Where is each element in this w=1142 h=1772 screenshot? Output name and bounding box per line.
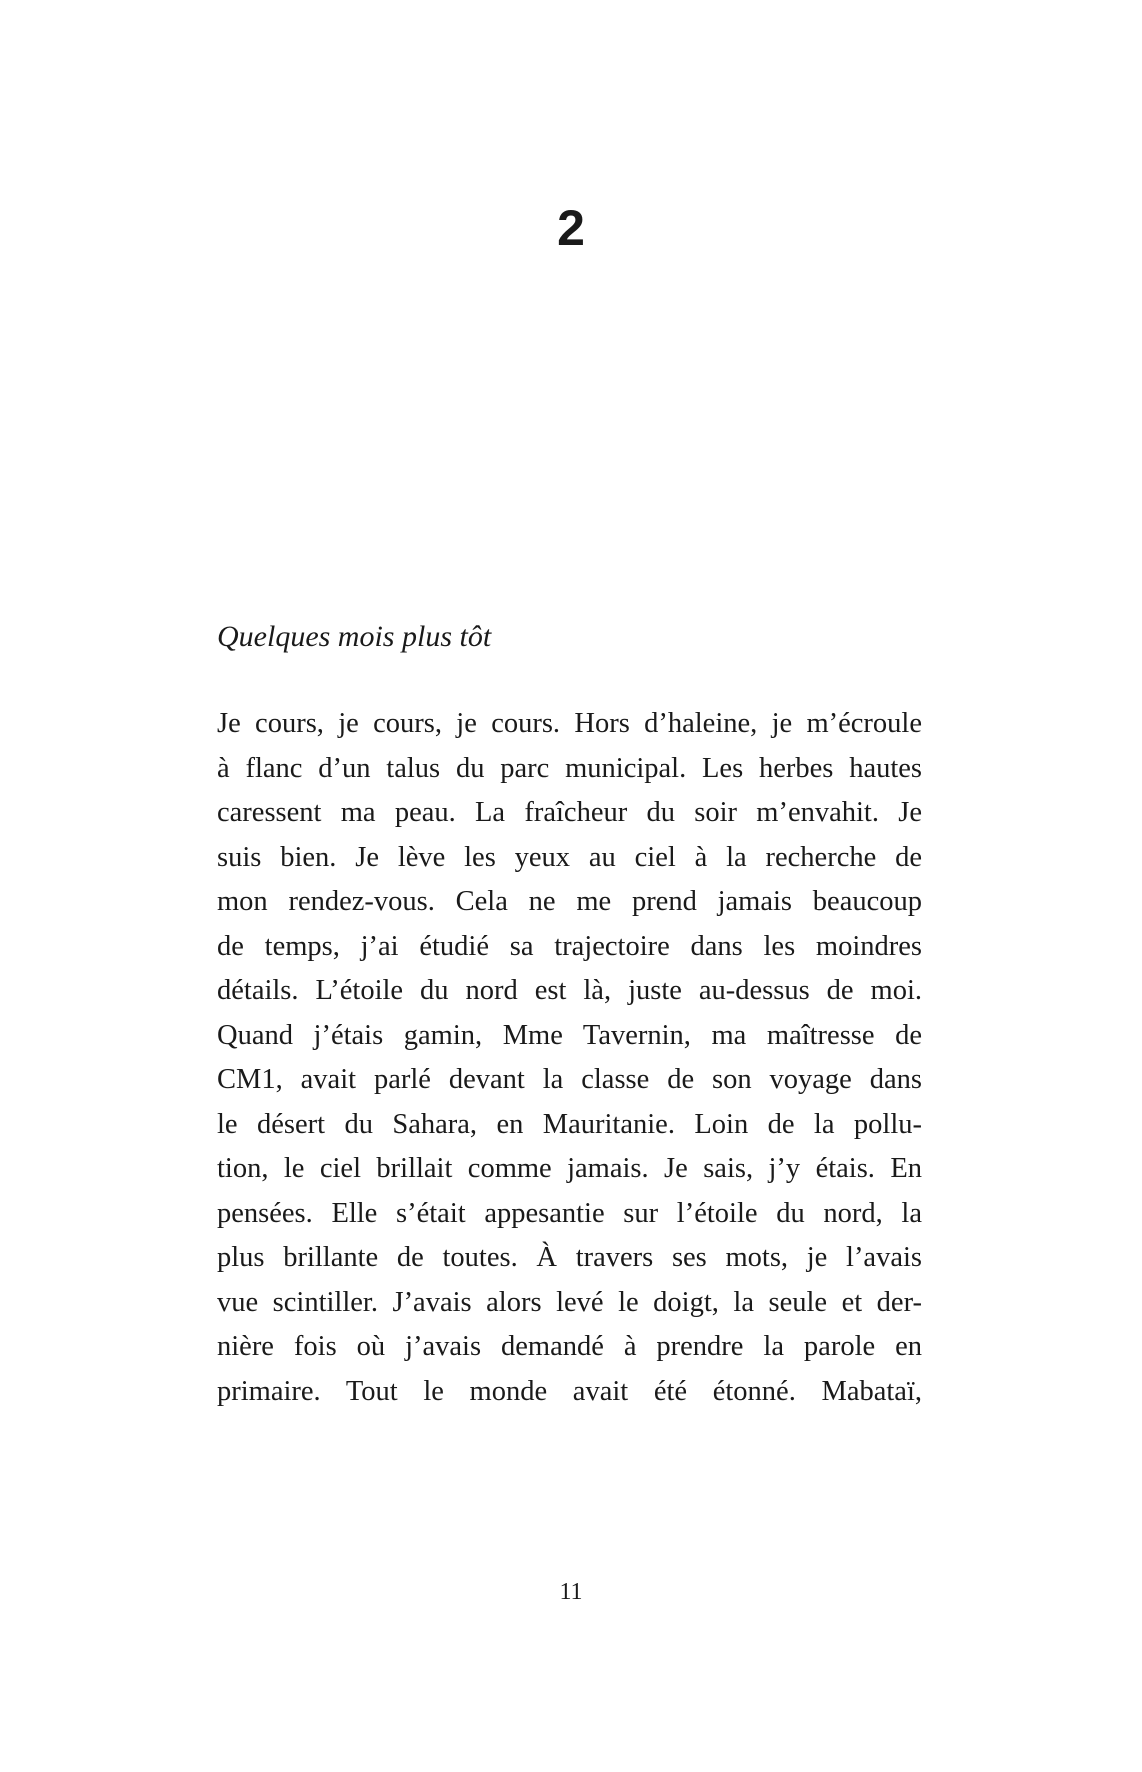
page-number: 11 xyxy=(559,1579,583,1605)
body-line: vue scintiller. J’avais alors levé le doigt, la seule et der- xyxy=(217,1286,922,1318)
body-line: caressent ma peau. La fraîcheur du soir m’envahit. Je xyxy=(217,797,922,828)
body-line: CM1, avait parlé devant la classe de son voyage dans xyxy=(217,1064,922,1095)
body-line: plus brillante de toutes. À travers ses mots, je l’avais xyxy=(217,1242,922,1273)
body-text xyxy=(217,702,922,1414)
body-line: primaire. Tout le monde avait été étonné. Mabataï, xyxy=(217,1375,922,1407)
chapter-subtitle: Quelques mois plus tôt xyxy=(217,620,492,653)
chapter-number: 2 xyxy=(557,200,585,256)
body-line: mon rendez-vous. Cela ne me prend jamais beaucoup xyxy=(217,886,922,917)
body-line: Quand j’étais gamin, Mme Tavernin, ma maîtresse de xyxy=(217,1019,922,1051)
body-line: à flanc d’un talus du parc municipal. Les herbes hautes xyxy=(217,752,922,784)
body-line: pensées. Elle s’était appesantie sur l’étoile du nord, la xyxy=(217,1197,922,1229)
body-line: tion, le ciel brillait comme jamais. Je sais, j’y étais. En xyxy=(217,1153,922,1184)
body-line: nière fois où j’avais demandé à prendre la parole en xyxy=(217,1331,922,1362)
body-line: suis bien. Je lève les yeux au ciel à la recherche de xyxy=(217,841,922,873)
body-line: de temps, j’ai étudié sa trajectoire dans les moindres xyxy=(217,930,922,962)
body-line: le désert du Sahara, en Mauritanie. Loin de la pollu- xyxy=(217,1108,922,1140)
body-line: détails. L’étoile du nord est là, juste au-dessus de moi. xyxy=(217,975,922,1006)
body-line: Je cours, je cours, je cours. Hors d’haleine, je m’écroule xyxy=(217,708,922,739)
